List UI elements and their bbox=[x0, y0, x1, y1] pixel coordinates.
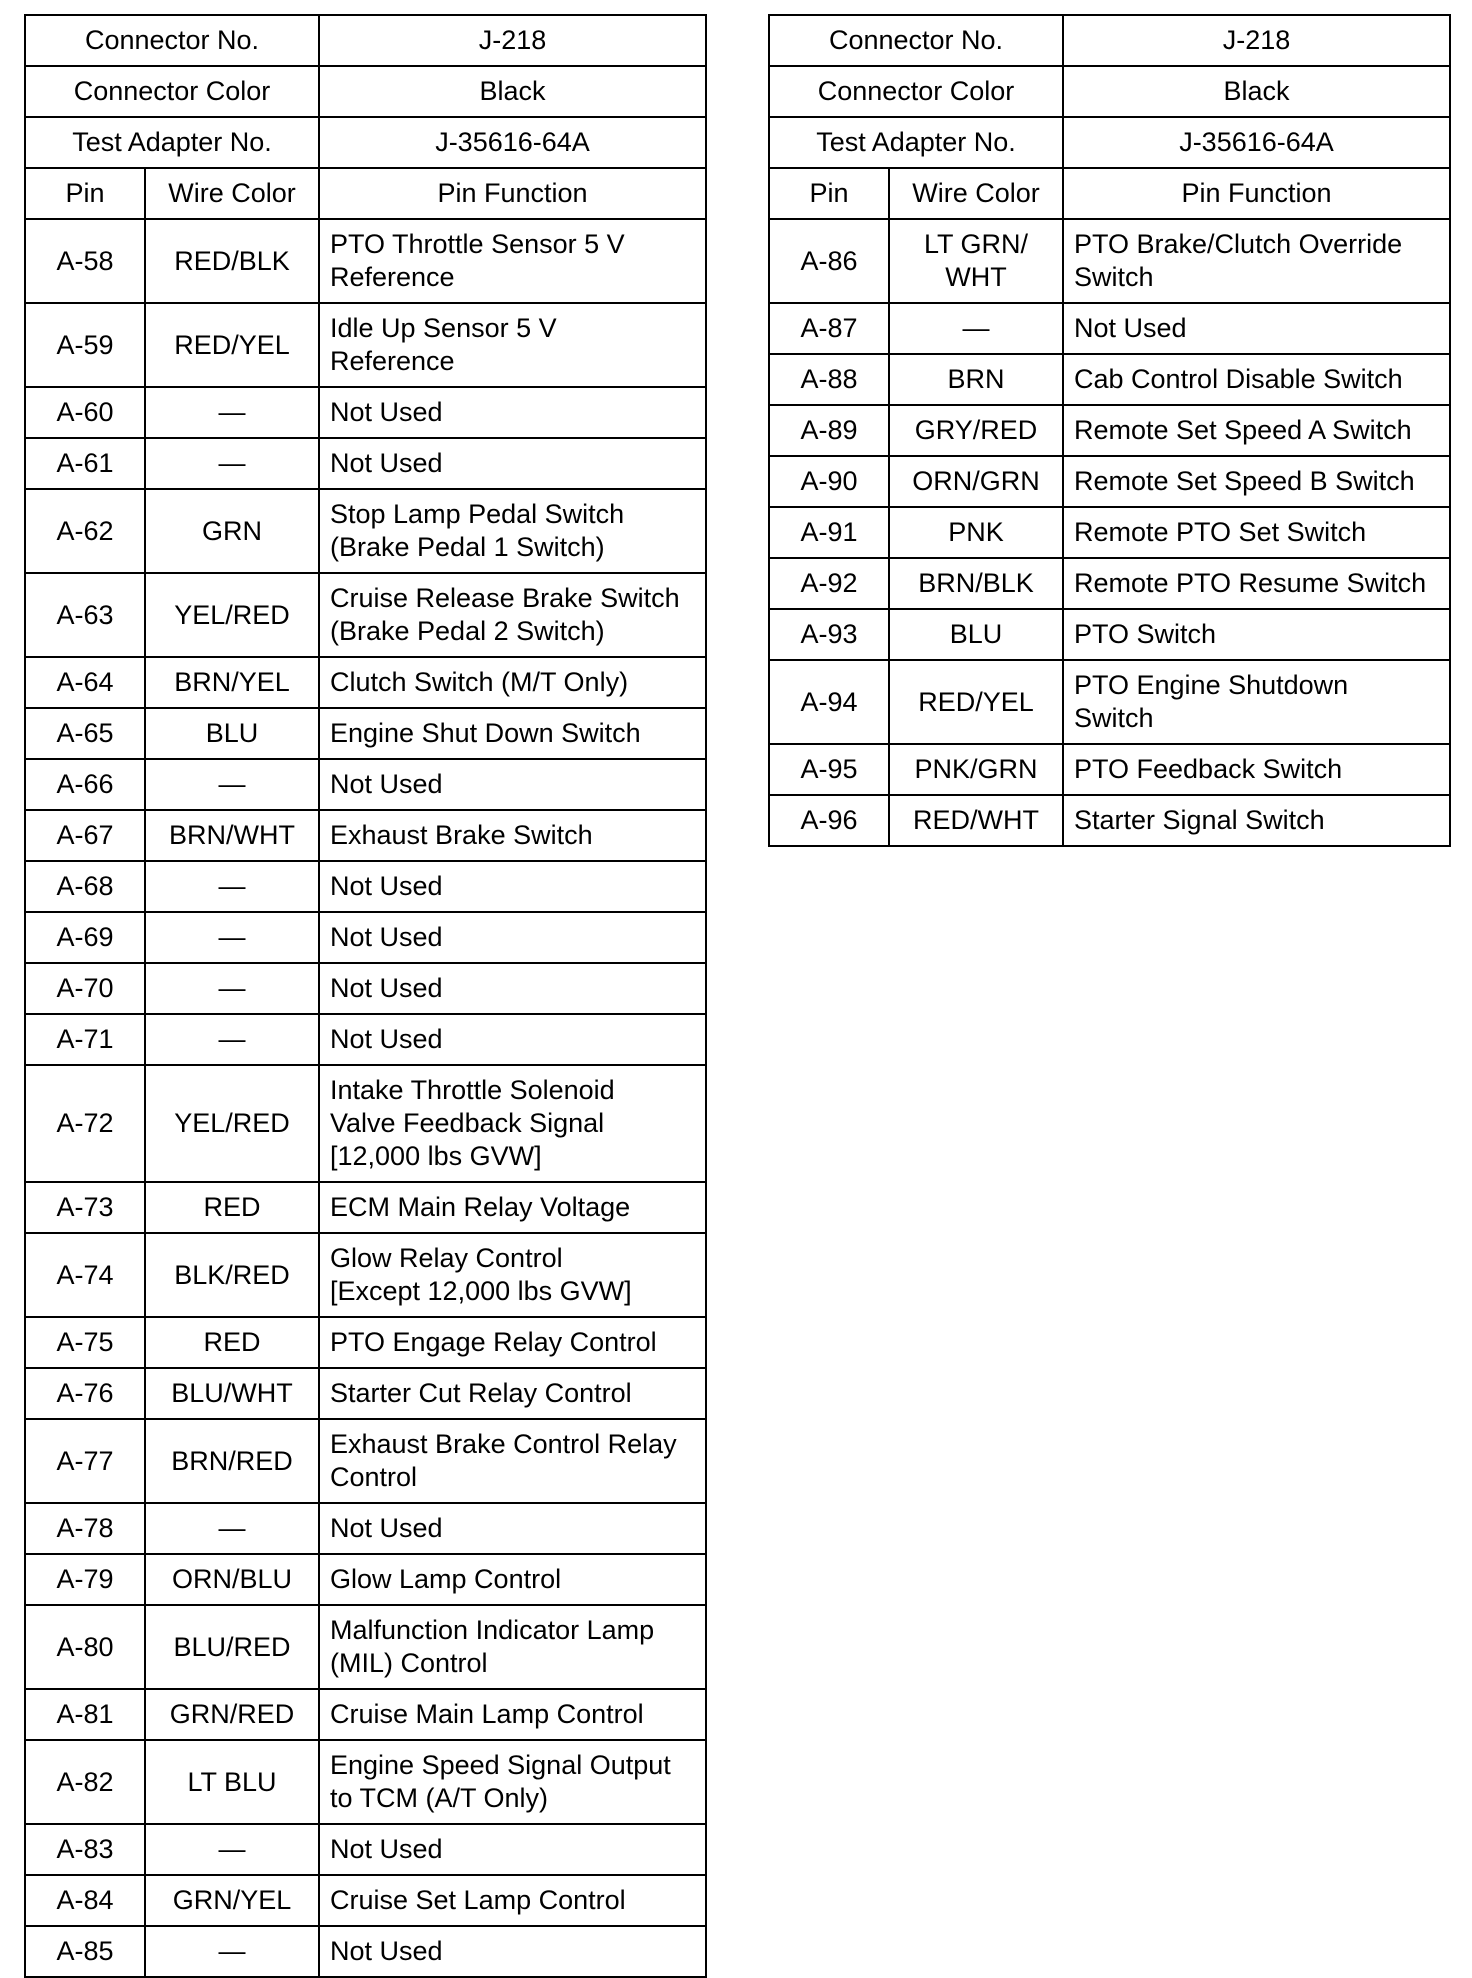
pin-cell: A-69 bbox=[25, 912, 145, 963]
info-label: Connector Color bbox=[769, 66, 1063, 117]
pin-function-line: Cruise Set Lamp Control bbox=[330, 1885, 626, 1915]
wire-color-cell: BLU/RED bbox=[145, 1605, 319, 1689]
table-row bbox=[25, 963, 706, 1014]
info-row bbox=[769, 117, 1450, 168]
pin-cell: A-78 bbox=[25, 1503, 145, 1554]
wire-color-cell: — bbox=[145, 861, 319, 912]
table-row bbox=[769, 456, 1450, 507]
pin-function-column-header: Pin Function bbox=[319, 168, 706, 219]
pin-function-line: Not Used bbox=[330, 1834, 443, 1864]
pin-function-cell bbox=[319, 438, 706, 489]
pin-function-cell bbox=[1063, 558, 1450, 609]
pin-cell: A-81 bbox=[25, 1689, 145, 1740]
pin-function-cell bbox=[319, 810, 706, 861]
wire-color-cell: — bbox=[145, 963, 319, 1014]
wire-color-cell: RED/BLK bbox=[145, 219, 319, 303]
wire-color-cell: BRN bbox=[889, 354, 1063, 405]
pin-function-cell bbox=[319, 1317, 706, 1368]
info-row bbox=[769, 66, 1450, 117]
pin-function-line: Cab Control Disable Switch bbox=[1074, 364, 1403, 394]
pin-function-line: Remote PTO Resume Switch bbox=[1074, 568, 1427, 598]
pin-cell: A-74 bbox=[25, 1233, 145, 1317]
pin-cell: A-82 bbox=[25, 1740, 145, 1824]
pin-function-cell bbox=[319, 963, 706, 1014]
pin-function-cell bbox=[319, 1014, 706, 1065]
pin-cell: A-84 bbox=[25, 1875, 145, 1926]
table-row bbox=[25, 708, 706, 759]
table-row bbox=[25, 1740, 706, 1824]
pin-function-cell bbox=[319, 759, 706, 810]
pin-function-line: Not Used bbox=[330, 871, 443, 901]
wire-color-cell: BLU bbox=[145, 708, 319, 759]
pin-function-cell bbox=[319, 573, 706, 657]
wire-color-cell: — bbox=[145, 1824, 319, 1875]
pin-function-line: Malfunction Indicator Lamp bbox=[330, 1615, 655, 1645]
pin-function-line: Reference bbox=[330, 346, 455, 376]
pin-function-cell bbox=[1063, 744, 1450, 795]
table-row bbox=[25, 438, 706, 489]
pin-function-cell bbox=[319, 1419, 706, 1503]
pin-function-line: Switch bbox=[1074, 703, 1154, 733]
pin-function-cell bbox=[1063, 609, 1450, 660]
pin-function-line: (MIL) Control bbox=[330, 1648, 488, 1678]
table-row bbox=[25, 1317, 706, 1368]
table-row bbox=[769, 558, 1450, 609]
pin-function-line: Idle Up Sensor 5 V bbox=[330, 313, 557, 343]
pin-cell: A-91 bbox=[769, 507, 889, 558]
info-value: J-218 bbox=[1063, 15, 1450, 66]
pin-function-line: Glow Relay Control bbox=[330, 1243, 563, 1273]
table-row bbox=[25, 759, 706, 810]
wire-color-cell: — bbox=[145, 912, 319, 963]
pin-function-cell bbox=[1063, 303, 1450, 354]
pin-function-line: Not Used bbox=[330, 973, 443, 1003]
info-label: Connector Color bbox=[25, 66, 319, 117]
pin-function-line: Not Used bbox=[330, 1513, 443, 1543]
pin-function-line: Intake Throttle Solenoid bbox=[330, 1075, 615, 1105]
wire-color-column-header: Wire Color bbox=[889, 168, 1063, 219]
table-row bbox=[25, 1233, 706, 1317]
table-row bbox=[25, 912, 706, 963]
pin-function-cell bbox=[319, 1689, 706, 1740]
wire-color-cell: PNK/GRN bbox=[889, 744, 1063, 795]
pin-function-cell bbox=[319, 1605, 706, 1689]
info-row bbox=[769, 15, 1450, 66]
pin-function-line: Glow Lamp Control bbox=[330, 1564, 562, 1594]
pin-cell: A-67 bbox=[25, 810, 145, 861]
pin-function-line: Not Used bbox=[1074, 313, 1187, 343]
info-label: Connector No. bbox=[25, 15, 319, 66]
wire-color-cell: LT GRN/ WHT bbox=[889, 219, 1063, 303]
pin-function-line: (Brake Pedal 1 Switch) bbox=[330, 532, 605, 562]
pin-function-line: PTO Feedback Switch bbox=[1074, 754, 1343, 784]
wire-color-cell: ORN/BLU bbox=[145, 1554, 319, 1605]
table-row bbox=[25, 1824, 706, 1875]
pin-function-cell bbox=[1063, 507, 1450, 558]
pin-function-line: Valve Feedback Signal bbox=[330, 1108, 605, 1138]
pin-function-cell bbox=[319, 1182, 706, 1233]
table-row bbox=[25, 219, 706, 303]
wire-color-cell: RED/YEL bbox=[889, 660, 1063, 744]
pin-column-header: Pin bbox=[25, 168, 145, 219]
pin-cell: A-96 bbox=[769, 795, 889, 846]
pin-cell: A-88 bbox=[769, 354, 889, 405]
table-row bbox=[769, 405, 1450, 456]
pin-function-cell bbox=[1063, 660, 1450, 744]
wire-color-cell: BLU bbox=[889, 609, 1063, 660]
info-row bbox=[25, 15, 706, 66]
wire-color-cell: BLK/RED bbox=[145, 1233, 319, 1317]
pin-function-cell bbox=[319, 489, 706, 573]
table-row bbox=[25, 1182, 706, 1233]
pin-cell: A-68 bbox=[25, 861, 145, 912]
wire-color-cell: — bbox=[145, 387, 319, 438]
info-label: Connector No. bbox=[769, 15, 1063, 66]
wire-color-cell: RED bbox=[145, 1182, 319, 1233]
table-row bbox=[25, 1689, 706, 1740]
wire-color-cell: BRN/WHT bbox=[145, 810, 319, 861]
pin-cell: A-59 bbox=[25, 303, 145, 387]
column-header-row bbox=[25, 168, 706, 219]
pin-function-line: Not Used bbox=[330, 397, 443, 427]
pin-function-line: Starter Signal Switch bbox=[1074, 805, 1325, 835]
pin-function-line: (Brake Pedal 2 Switch) bbox=[330, 616, 605, 646]
pin-function-cell bbox=[319, 657, 706, 708]
pin-function-cell bbox=[319, 1368, 706, 1419]
pin-function-cell bbox=[319, 1065, 706, 1182]
pin-cell: A-63 bbox=[25, 573, 145, 657]
wire-color-cell: BRN/RED bbox=[145, 1419, 319, 1503]
pin-function-line: Not Used bbox=[330, 769, 443, 799]
pin-cell: A-95 bbox=[769, 744, 889, 795]
pin-function-line: Cruise Main Lamp Control bbox=[330, 1699, 644, 1729]
info-value: Black bbox=[319, 66, 706, 117]
wire-color-cell: GRN bbox=[145, 489, 319, 573]
pin-cell: A-64 bbox=[25, 657, 145, 708]
table-row bbox=[25, 1368, 706, 1419]
table-row bbox=[769, 795, 1450, 846]
pin-cell: A-71 bbox=[25, 1014, 145, 1065]
pin-function-line: PTO Switch bbox=[1074, 619, 1217, 649]
table-row bbox=[25, 1554, 706, 1605]
wire-color-cell: PNK bbox=[889, 507, 1063, 558]
pin-cell: A-61 bbox=[25, 438, 145, 489]
pin-function-line: Clutch Switch (M/T Only) bbox=[330, 667, 629, 697]
pin-cell: A-73 bbox=[25, 1182, 145, 1233]
wire-color-cell: GRY/RED bbox=[889, 405, 1063, 456]
table-row bbox=[25, 1605, 706, 1689]
pin-column-header: Pin bbox=[769, 168, 889, 219]
pin-function-cell bbox=[1063, 456, 1450, 507]
pin-cell: A-80 bbox=[25, 1605, 145, 1689]
table-row bbox=[25, 1419, 706, 1503]
table-row bbox=[769, 507, 1450, 558]
pin-cell: A-90 bbox=[769, 456, 889, 507]
pin-function-line: [Except 12,000 lbs GVW] bbox=[330, 1276, 632, 1306]
pin-function-cell bbox=[319, 303, 706, 387]
pin-function-line: PTO Throttle Sensor 5 V bbox=[330, 229, 625, 259]
pin-function-cell bbox=[1063, 219, 1450, 303]
pin-function-cell bbox=[319, 912, 706, 963]
pin-function-line: Not Used bbox=[330, 448, 443, 478]
pin-cell: A-60 bbox=[25, 387, 145, 438]
table-row bbox=[25, 573, 706, 657]
pin-function-line: Not Used bbox=[330, 922, 443, 952]
pin-function-line: Not Used bbox=[330, 1024, 443, 1054]
table-row bbox=[769, 609, 1450, 660]
pin-function-line: Remote Set Speed B Switch bbox=[1074, 466, 1415, 496]
pin-cell: A-79 bbox=[25, 1554, 145, 1605]
table-row bbox=[769, 744, 1450, 795]
wire-color-cell: — bbox=[145, 1926, 319, 1977]
pin-function-line: Switch bbox=[1074, 262, 1154, 292]
pin-function-cell bbox=[319, 861, 706, 912]
pin-function-cell bbox=[319, 1233, 706, 1317]
pin-cell: A-94 bbox=[769, 660, 889, 744]
pin-function-line: PTO Engine Shutdown bbox=[1074, 670, 1349, 700]
wire-color-cell: BLU/WHT bbox=[145, 1368, 319, 1419]
pin-function-line: Remote PTO Set Switch bbox=[1074, 517, 1367, 547]
info-row bbox=[25, 117, 706, 168]
pin-cell: A-72 bbox=[25, 1065, 145, 1182]
wire-color-cell: LT BLU bbox=[145, 1740, 319, 1824]
table-row bbox=[25, 303, 706, 387]
column-header-row bbox=[769, 168, 1450, 219]
pin-function-line: Engine Shut Down Switch bbox=[330, 718, 641, 748]
pin-cell: A-85 bbox=[25, 1926, 145, 1977]
pin-function-cell bbox=[319, 708, 706, 759]
wire-color-cell: RED/YEL bbox=[145, 303, 319, 387]
pin-function-line: Control bbox=[330, 1462, 418, 1492]
table-row bbox=[25, 1503, 706, 1554]
pin-function-cell bbox=[319, 1554, 706, 1605]
table-row bbox=[769, 219, 1450, 303]
pin-function-line: Exhaust Brake Control Relay bbox=[330, 1429, 677, 1459]
pin-cell: A-89 bbox=[769, 405, 889, 456]
pin-cell: A-62 bbox=[25, 489, 145, 573]
table-row bbox=[769, 660, 1450, 744]
table-row bbox=[25, 1014, 706, 1065]
wire-color-column-header: Wire Color bbox=[145, 168, 319, 219]
pin-function-line: Not Used bbox=[330, 1936, 443, 1966]
pin-function-line: Remote Set Speed A Switch bbox=[1074, 415, 1412, 445]
wire-color-cell: — bbox=[145, 1014, 319, 1065]
info-value: J-218 bbox=[319, 15, 706, 66]
pin-cell: A-58 bbox=[25, 219, 145, 303]
info-label: Test Adapter No. bbox=[769, 117, 1063, 168]
wire-color-cell: RED/WHT bbox=[889, 795, 1063, 846]
pin-cell: A-92 bbox=[769, 558, 889, 609]
pin-cell: A-87 bbox=[769, 303, 889, 354]
wire-color-cell: YEL/RED bbox=[145, 573, 319, 657]
pin-function-cell bbox=[1063, 795, 1450, 846]
wire-color-cell: — bbox=[145, 759, 319, 810]
table-row bbox=[25, 861, 706, 912]
info-value: J-35616-64A bbox=[1063, 117, 1450, 168]
connector-table-right bbox=[768, 14, 1451, 847]
pin-cell: A-70 bbox=[25, 963, 145, 1014]
pin-function-cell bbox=[319, 219, 706, 303]
pin-function-line: to TCM (A/T Only) bbox=[330, 1783, 549, 1813]
pin-cell: A-93 bbox=[769, 609, 889, 660]
table-row bbox=[769, 354, 1450, 405]
pin-function-cell bbox=[319, 1875, 706, 1926]
pin-function-line: PTO Brake/Clutch Override bbox=[1074, 229, 1403, 259]
table-row bbox=[25, 1875, 706, 1926]
table-row bbox=[25, 387, 706, 438]
pin-cell: A-65 bbox=[25, 708, 145, 759]
pin-cell: A-75 bbox=[25, 1317, 145, 1368]
pin-function-cell bbox=[319, 1824, 706, 1875]
pin-function-line: ECM Main Relay Voltage bbox=[330, 1192, 631, 1222]
pin-function-cell bbox=[1063, 354, 1450, 405]
wire-color-cell: — bbox=[145, 1503, 319, 1554]
wire-color-cell: ORN/GRN bbox=[889, 456, 1063, 507]
wire-color-cell: YEL/RED bbox=[145, 1065, 319, 1182]
wire-color-cell: GRN/RED bbox=[145, 1689, 319, 1740]
pin-cell: A-76 bbox=[25, 1368, 145, 1419]
pin-function-cell bbox=[319, 1740, 706, 1824]
connector-table-left bbox=[24, 14, 707, 1978]
info-row bbox=[25, 66, 706, 117]
pin-function-line: Engine Speed Signal Output bbox=[330, 1750, 671, 1780]
wire-color-cell: GRN/YEL bbox=[145, 1875, 319, 1926]
table-row bbox=[25, 810, 706, 861]
pin-function-cell bbox=[319, 387, 706, 438]
pin-function-line: PTO Engage Relay Control bbox=[330, 1327, 657, 1357]
pin-function-line: Starter Cut Relay Control bbox=[330, 1378, 632, 1408]
wire-color-cell: BRN/YEL bbox=[145, 657, 319, 708]
pin-function-line: Cruise Release Brake Switch bbox=[330, 583, 680, 613]
pin-cell: A-66 bbox=[25, 759, 145, 810]
pin-function-column-header: Pin Function bbox=[1063, 168, 1450, 219]
table-row bbox=[25, 1065, 706, 1182]
pin-cell: A-77 bbox=[25, 1419, 145, 1503]
pin-function-line: Stop Lamp Pedal Switch bbox=[330, 499, 625, 529]
info-value: Black bbox=[1063, 66, 1450, 117]
pin-function-cell bbox=[319, 1926, 706, 1977]
pin-function-line: Exhaust Brake Switch bbox=[330, 820, 593, 850]
info-label: Test Adapter No. bbox=[25, 117, 319, 168]
pin-function-cell bbox=[1063, 405, 1450, 456]
info-value: J-35616-64A bbox=[319, 117, 706, 168]
pin-function-line: Reference bbox=[330, 262, 455, 292]
table-row bbox=[25, 1926, 706, 1977]
pin-function-line: [12,000 lbs GVW] bbox=[330, 1141, 542, 1171]
table-row bbox=[25, 657, 706, 708]
wire-color-cell: — bbox=[145, 438, 319, 489]
wire-color-cell: RED bbox=[145, 1317, 319, 1368]
pin-cell: A-83 bbox=[25, 1824, 145, 1875]
table-row bbox=[769, 303, 1450, 354]
pin-cell: A-86 bbox=[769, 219, 889, 303]
pin-function-cell bbox=[319, 1503, 706, 1554]
wire-color-cell: BRN/BLK bbox=[889, 558, 1063, 609]
wire-color-cell: — bbox=[889, 303, 1063, 354]
table-row bbox=[25, 489, 706, 573]
